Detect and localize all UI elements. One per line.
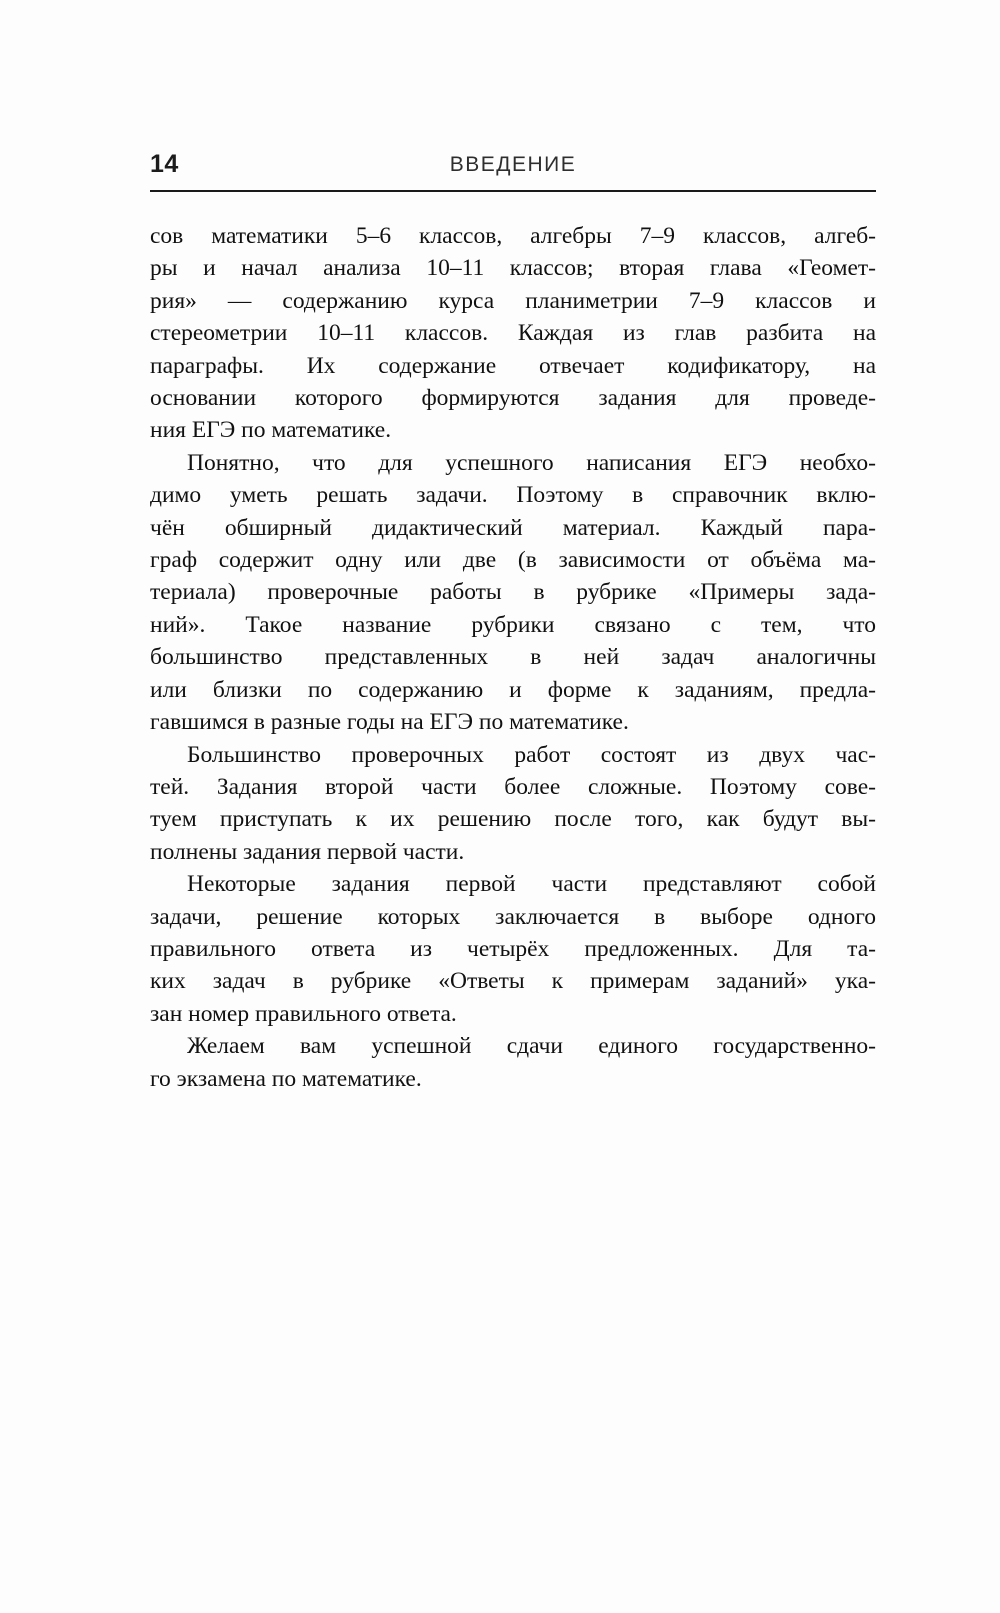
text-line: ния ЕГЭ по математике. <box>150 417 392 444</box>
header-rule <box>150 190 876 192</box>
text-line: тей. Задания второй части более сложные. Поэтому сове- <box>150 773 876 800</box>
page-number: 14 <box>150 150 179 178</box>
text-line: димо уметь решать задачи. Поэтому в справочник вклю- <box>150 482 876 509</box>
paragraph <box>150 868 876 1030</box>
paragraph <box>150 1030 876 1095</box>
text-line: Большинство проверочных работ состоят из двух час- <box>187 741 876 768</box>
text-line: чён обширный дидактический материал. Каждый пара- <box>150 514 876 541</box>
text-line: основании которого формируются задания для проведе- <box>150 385 876 412</box>
text-line: Некоторые задания первой части представляют собой <box>187 871 876 898</box>
text-line: туем приступать к их решению после того, как будут вы- <box>150 806 876 833</box>
text-line: териала) проверочные работы в рубрике «Примеры зада- <box>150 579 876 606</box>
text-line: параграфы. Их содержание отвечает кодификатору, на <box>150 352 876 379</box>
page-header-title: ВВЕДЕНИЕ <box>449 153 577 176</box>
text-line: ких задач в рубрике «Ответы к примерам заданий» ука- <box>150 968 876 995</box>
text-line: го экзамена по математике. <box>150 1065 422 1092</box>
text-line: гавшимся в разные годы на ЕГЭ по математике. <box>150 709 629 736</box>
paragraph <box>150 220 876 447</box>
text-line: ры и начал анализа 10–11 классов; вторая глава «Геомет- <box>150 255 876 282</box>
paragraph <box>150 739 876 869</box>
body-text <box>150 220 876 1095</box>
text-line: зан номер правильного ответа. <box>150 1000 457 1027</box>
text-line: правильного ответа из четырёх предложенных. Для та- <box>150 935 876 962</box>
text-line: большинство представленных в ней задач аналогичны <box>150 644 876 671</box>
text-line: граф содержит одну или две (в зависимости от объёма ма- <box>150 547 876 574</box>
text-line: или близки по содержанию и форме к заданиям, предла- <box>150 676 876 703</box>
text-line: Понятно, что для успешного написания ЕГЭ необхо- <box>187 449 876 476</box>
text-line: полнены задания первой части. <box>150 838 465 865</box>
text-line: задачи, решение которых заключается в выборе одного <box>150 903 876 930</box>
paragraph <box>150 447 876 739</box>
text-line: ний». Такое название рубрики связано с тем, что <box>150 611 876 638</box>
content-column <box>150 150 876 1095</box>
text-line: рия» — содержанию курса планиметрии 7–9 классов и <box>150 287 876 314</box>
page-header <box>150 150 876 184</box>
text-line: сов математики 5–6 классов, алгебры 7–9 классов, алгеб- <box>150 223 876 249</box>
text-line: стереометрии 10–11 классов. Каждая из глав разбита на <box>150 320 876 347</box>
text-line: Желаем вам успешной сдачи единого государственно- <box>187 1033 876 1060</box>
